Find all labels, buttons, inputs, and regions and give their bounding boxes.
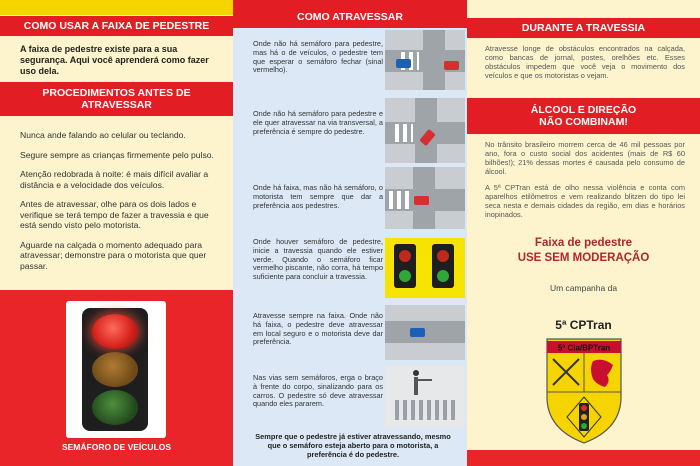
car-icon [410, 328, 425, 337]
step-text: Nas vias sem semáforos, erga o braço à frente do corpo, sinalizando para os carros. O pedestre só deve atravessar quando eles pararem. [253, 373, 383, 409]
slogan-line1: Faixa de pedestre [534, 237, 633, 249]
how-to-use-header: COMO USAR A FAIXA DE PEDESTRE [0, 16, 233, 36]
procedures-header-line2: ATRAVESSAR [81, 99, 152, 111]
middle-footer-note: Sempre que o pedestre já estiver atravessando, mesmo que o semáforo esteja aberto para o motorista, a preferência é do pedestre. [255, 432, 451, 459]
traffic-light-icon [82, 308, 148, 431]
car-icon [396, 59, 411, 68]
tip-item: Nunca ande falando ao celular ou teclando. [20, 130, 186, 140]
car-icon [414, 196, 429, 205]
middle-panel [233, 0, 467, 466]
during-crossing-text: Atravesse longe de obstáculos encontrados na calçada, como bancas de jornal, postes, orelhões etc. Esses obstáculos impedem que você veja o movimento dos veículos e que os motoristas o vejam. [485, 44, 685, 80]
step-text: Onde não há semáforo para pedestre e ele quer atravessar na via transversal, a preferência é sempre do pedestre. [253, 109, 383, 136]
how-to-cross-header: COMO ATRAVESSAR [297, 11, 403, 23]
during-crossing-header: DURANTE A TRAVESSIA [467, 18, 700, 38]
tips-list [20, 130, 225, 280]
car-icon [444, 61, 459, 70]
alcohol-header-line1: ÁLCOOL E DIREÇÃO [530, 104, 637, 116]
alcohol-header [467, 98, 700, 134]
step-text: Atravesse sempre na faixa. Onde não há faixa, o pedestre deve atravessar em local seguro e o motorista deve dar preferência. [253, 311, 383, 347]
shield-banner-text: 5ª Cia/BPTran [557, 343, 611, 353]
organization-name: 5ª CPTran [555, 318, 612, 332]
right-panel [467, 0, 700, 466]
procedures-header-line1: PROCEDIMENTOS ANTES DE [42, 87, 191, 99]
vehicle-traffic-light-illustration [66, 301, 166, 438]
pedestrian-signaling-illustration [385, 366, 465, 428]
step-text: Onde não há semáforo para pedestre, mas há o de veículos, o pedestre tem que esperar o semáforo fechar (sinal vermelho). [253, 39, 383, 75]
tip-item: Antes de atravessar, olhe para os dois lados e verifique se terá tempo de fazer a travessia e que está sendo visto pelo motorista. [20, 199, 209, 230]
tip-item: Atenção redobrada à noite: é mais difícil avaliar a distância e a velocidade dos veículos. [20, 169, 209, 190]
street-illustration [385, 305, 465, 360]
traffic-light-caption: SEMÁFORO DE VEÍCULOS [61, 442, 172, 452]
alcohol-text-2: A 5ª CPTran está de olho nessa violência e conta com aparelhos etilômetros e vem realizando blitzen do tipo lei seca nesta e demais cidades da região, em dias e horários inopinados. [485, 183, 685, 219]
alcohol-header-line2: NÃO COMBINAM! [539, 116, 628, 128]
amber-lamp [92, 352, 138, 387]
intersection-illustration [385, 98, 465, 163]
step-text: Onde houver semáforo de pedestre, inicie a travessia quando ele estiver verde. Quando o semáforo ficar vermelho piscante, não corra, há tempo suficiente para concluir a travessia. [253, 237, 383, 282]
cptran-shield-logo [545, 337, 623, 445]
intersection-illustration [385, 167, 465, 229]
green-lamp [92, 390, 138, 425]
vehicle-light-icon [432, 244, 454, 288]
left-panel [0, 0, 233, 466]
intersection-illustration [385, 30, 465, 90]
right-bottom-stripe [467, 450, 700, 466]
pedestrian-light-icon [394, 244, 416, 288]
procedures-header [0, 82, 233, 116]
person-icon [413, 370, 419, 376]
intro-text: A faixa de pedestre existe para a sua segurança. Aqui você aprenderá como fazer uso dela. [20, 44, 209, 76]
tip-item: Aguarde na calçada o momento adequado para atravessar; demonstre para o motorista que quer passar. [20, 239, 207, 271]
pedestrian-traffic-light-illustration [385, 238, 465, 298]
red-lamp [92, 314, 138, 349]
top-yellow-stripe [0, 0, 233, 15]
tip-item: Segure sempre as crianças firmemente pelo pulso. [20, 149, 214, 160]
campaign-text: Um campanha da [549, 283, 618, 293]
step-text: Onde há faixa, mas não há semáforo, o motorista tem sempre que dar a preferência aos pedestres. [253, 183, 383, 210]
slogan-line2: USE SEM MODERAÇÃO [517, 252, 650, 264]
alcohol-text-1: No trânsito brasileiro morrem cerca de 46 mil pessoas por ano, fora o custo social dos acidentes (mais de R$ 60 bilhões!); 21% dessas mortes é causada pelo consumo de álcool. [485, 140, 685, 176]
